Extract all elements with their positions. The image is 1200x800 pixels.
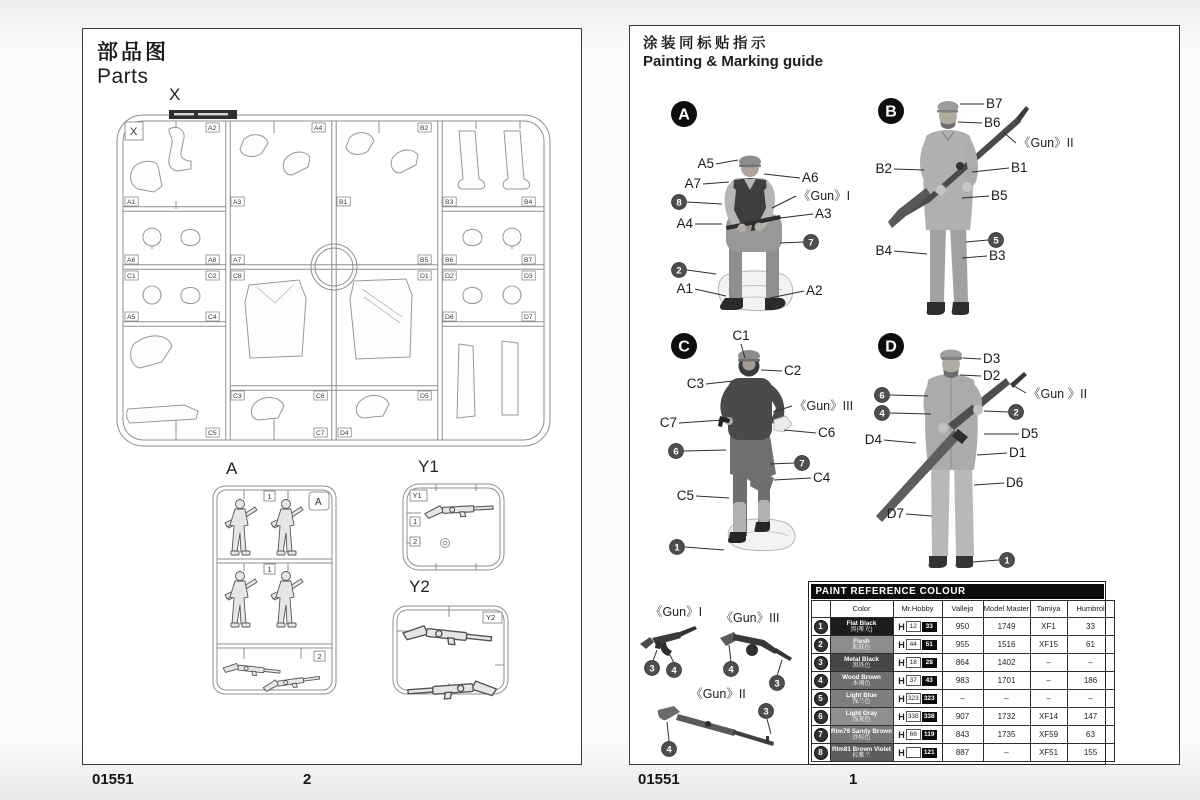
figure-a-photo (718, 156, 793, 311)
sprue-cell-label (443, 197, 456, 206)
sprue-y2-diagram (391, 603, 511, 697)
sprue-x-diagram (114, 109, 554, 453)
figure-d-badge (878, 333, 904, 359)
paint-swatch: Wood Brown 木褐色 (831, 672, 893, 689)
svg-text:B: B (885, 103, 897, 121)
paint-table-row (811, 654, 1114, 672)
svg-text:D7: D7 (886, 506, 904, 521)
guide-title-cn: 涂装同标贴指示 (643, 36, 769, 52)
svg-text:A2: A2 (208, 125, 217, 132)
sprue-y2-heading: Y2 (409, 577, 430, 596)
paint-table-row (811, 618, 1114, 636)
svg-text:《Gun 》II: 《Gun 》II (1028, 387, 1088, 401)
svg-text:A8: A8 (208, 257, 217, 264)
mr-hobby-codes: H 18 28 (894, 657, 942, 668)
parts-title-cn: 部品图 (97, 41, 169, 64)
paint-table-title: PAINT REFERENCE COLOUR (811, 584, 1104, 599)
sprue-y1-heading: Y1 (418, 457, 439, 476)
sprue-a-heading: A (226, 459, 238, 478)
paint-code-cell: 61 (1067, 636, 1114, 654)
svg-text:A4: A4 (676, 216, 693, 231)
svg-text:D4: D4 (340, 430, 349, 437)
sprue-cell-label (522, 312, 535, 321)
sprue-y2-corner-tag (483, 612, 502, 623)
svg-text:B5: B5 (420, 257, 429, 264)
svg-text:B4: B4 (875, 243, 892, 258)
svg-text:C7: C7 (659, 415, 677, 430)
svg-text:1: 1 (267, 492, 272, 501)
paint-table-grid (811, 600, 1115, 762)
svg-text:D3: D3 (524, 273, 533, 280)
svg-text:3: 3 (774, 678, 780, 690)
paint-table-row (811, 708, 1114, 726)
svg-text:1: 1 (1004, 555, 1010, 567)
sprue-cell-label (125, 312, 138, 321)
svg-text:2: 2 (676, 265, 682, 277)
paint-table-column-header: Tamiya (1030, 601, 1067, 618)
paint-code-cell: 887 (942, 744, 983, 762)
sprue-cell-label (418, 123, 431, 132)
svg-text:D7: D7 (524, 314, 533, 321)
paint-table-row (811, 636, 1114, 654)
svg-text:Y1: Y1 (412, 491, 422, 500)
svg-text:4: 4 (728, 664, 734, 676)
sprue-cell-label (418, 391, 431, 400)
sprue-cell-label (231, 391, 244, 400)
svg-text:B2: B2 (875, 161, 892, 176)
mr-hobby-codes: H 37 43 (894, 675, 942, 686)
paint-number-badge: 3 (814, 656, 828, 670)
svg-text:3: 3 (763, 706, 769, 718)
figure-d-photo (876, 350, 1027, 569)
svg-text:A: A (678, 106, 690, 124)
paint-table-column-header: Color (830, 601, 893, 618)
sprue-cell-label (314, 391, 327, 400)
figure-a-badge (671, 101, 697, 127)
right-footer-code: 01551 (638, 771, 680, 788)
left-page (82, 28, 582, 765)
svg-text:C4: C4 (813, 470, 831, 485)
sprue-x-corner-tag (125, 122, 143, 140)
svg-text:4: 4 (879, 408, 885, 420)
svg-text:2: 2 (1013, 407, 1019, 419)
paint-number-badge: 1 (814, 620, 828, 634)
sprue-a-corner-tag (309, 492, 329, 510)
right-footer-page: 1 (849, 771, 858, 788)
svg-text:B5: B5 (991, 188, 1008, 203)
svg-text:A7: A7 (684, 176, 701, 191)
svg-text:D2: D2 (445, 273, 454, 280)
svg-text:A2: A2 (806, 283, 823, 298)
svg-text:D2: D2 (983, 368, 1001, 383)
paint-code-cell: – (1067, 690, 1114, 708)
left-footer-code: 01551 (92, 771, 134, 788)
svg-text:A3: A3 (233, 199, 242, 206)
paint-number-badge: 5 (814, 692, 828, 706)
figure-d-callouts (865, 351, 1087, 568)
svg-text:B2: B2 (420, 125, 429, 132)
svg-text:A5: A5 (697, 156, 714, 171)
svg-text:A7: A7 (233, 257, 242, 264)
paint-code-cell: 1732 (983, 708, 1030, 726)
svg-text:D: D (885, 338, 897, 356)
mr-hobby-codes: H 66 119 (894, 729, 942, 740)
sprue-cell-label (125, 255, 138, 264)
svg-text:《Gun》II: 《Gun》II (1018, 136, 1074, 150)
paint-swatch: Light Gray 浅灰色 (831, 708, 893, 725)
paint-table-row (811, 690, 1114, 708)
svg-text:C5: C5 (676, 488, 694, 503)
sprue-x-heading: X (169, 85, 181, 104)
svg-text:A: A (315, 497, 322, 508)
sprue-y1-diagram (401, 481, 507, 573)
svg-text:C6: C6 (316, 393, 325, 400)
sprue-a-diagram (211, 483, 338, 697)
svg-text:《Gun》III: 《Gun》III (794, 399, 854, 413)
paint-table-column-header: Humbrol (1067, 601, 1114, 618)
sprue-cell-label (125, 271, 138, 280)
paint-table-column-header: Vallejo (942, 601, 983, 618)
paint-code-cell: 907 (942, 708, 983, 726)
paint-table-row (811, 726, 1114, 744)
svg-text:A6: A6 (127, 257, 136, 264)
paint-code-cell: 33 (1067, 618, 1114, 636)
paint-code-cell: – (1030, 690, 1067, 708)
paint-swatch: Flesh 肌肤色 (831, 636, 893, 653)
paint-code-cell: – (942, 690, 983, 708)
sprue-cell-label (443, 312, 456, 321)
sprue-cell-label (206, 271, 219, 280)
paint-swatch: Light Blue 浅兰色 (831, 690, 893, 707)
svg-text:C: C (678, 338, 690, 356)
mr-hobby-codes: H 12 33 (894, 621, 942, 632)
sprue-y1-corner-tag (410, 490, 427, 501)
mr-hobby-codes: H 44 51 (894, 639, 942, 650)
svg-text:《Gun》III: 《Gun》III (720, 611, 780, 625)
paint-code-cell: 186 (1067, 672, 1114, 690)
sprue-cell-label (443, 271, 456, 280)
sprue-cell-label (206, 428, 219, 437)
svg-text:C5: C5 (208, 430, 217, 437)
svg-text:B6: B6 (445, 257, 454, 264)
svg-text:D4: D4 (864, 432, 882, 447)
sprue-cell-label (314, 428, 327, 437)
svg-text:5: 5 (993, 235, 999, 247)
sprue-cell-label (206, 312, 219, 321)
paint-number-badge: 6 (814, 710, 828, 724)
paint-number-badge: 8 (814, 746, 828, 760)
figure-c-badge (671, 333, 697, 359)
sprue-cell-label (125, 197, 138, 206)
figure-b-badge (878, 98, 904, 124)
svg-text:B1: B1 (1011, 160, 1028, 175)
mr-hobby-codes: H 121 (894, 747, 942, 758)
paint-code-cell: 950 (942, 618, 983, 636)
left-footer-page: 2 (303, 771, 312, 788)
svg-text:B3: B3 (445, 199, 454, 206)
svg-text:B1: B1 (339, 199, 348, 206)
sprue-cell-label (206, 255, 219, 264)
paint-reference-table (808, 581, 1106, 765)
svg-text:8: 8 (676, 197, 682, 209)
svg-text:B4: B4 (524, 199, 533, 206)
sprue-cell-label (231, 271, 244, 280)
paint-code-cell: XF51 (1030, 744, 1067, 762)
sprue-cell-label (418, 271, 431, 280)
figure-b-photo (888, 101, 1029, 315)
svg-text:3: 3 (649, 663, 655, 675)
svg-text:D3: D3 (983, 351, 1001, 366)
svg-text:7: 7 (808, 237, 814, 249)
paint-code-cell: 155 (1067, 744, 1114, 762)
svg-text:C8: C8 (233, 273, 242, 280)
gun-1-art (640, 605, 702, 678)
paint-code-cell: – (1030, 654, 1067, 672)
svg-text:C7: C7 (316, 430, 325, 437)
paint-table-row (811, 744, 1114, 762)
svg-text:《Gun》I: 《Gun》I (798, 189, 851, 203)
paint-number-badge: 2 (814, 638, 828, 652)
paint-swatch: Flat Black 黑(哑光) (831, 618, 893, 635)
sprue-cell-label (206, 123, 219, 132)
svg-text:C1: C1 (732, 328, 750, 343)
svg-text:6: 6 (879, 390, 885, 402)
sprue-cell-label (522, 271, 535, 280)
figure-c-photo (718, 350, 795, 551)
svg-text:1: 1 (674, 542, 680, 554)
sprue-cell-label (312, 123, 325, 132)
svg-text:D1: D1 (1009, 445, 1027, 460)
paint-code-cell: XF14 (1030, 708, 1067, 726)
svg-text:C3: C3 (686, 376, 704, 391)
paint-number-badge: 7 (814, 728, 828, 742)
svg-text:A6: A6 (802, 170, 819, 185)
mr-hobby-codes: H 323 323 (894, 693, 942, 704)
paint-code-cell: 147 (1067, 708, 1114, 726)
mr-hobby-codes: H 338 338 (894, 711, 942, 722)
svg-text:D6: D6 (445, 314, 454, 321)
sprue-cell-label (231, 255, 244, 264)
paint-table-column-header: Mr.Hobby (893, 601, 942, 618)
svg-text:B7: B7 (986, 96, 1003, 111)
paint-code-cell: 63 (1067, 726, 1114, 744)
svg-text:A5: A5 (127, 314, 136, 321)
svg-text:6: 6 (673, 446, 679, 458)
paint-code-cell: 983 (942, 672, 983, 690)
paint-swatch: Rlm79 Sandy Brown 沙棕色 (831, 726, 893, 743)
paint-code-cell: – (1030, 672, 1067, 690)
paint-code-cell: XF59 (1030, 726, 1067, 744)
svg-text:X: X (130, 126, 138, 138)
paint-code-cell: 1749 (983, 618, 1030, 636)
right-page (629, 25, 1180, 765)
paint-code-cell: 864 (942, 654, 983, 672)
svg-text:C2: C2 (784, 363, 802, 378)
gun-2-art (658, 687, 774, 757)
svg-text:2: 2 (317, 652, 322, 661)
paint-code-cell: 1516 (983, 636, 1030, 654)
svg-text:C3: C3 (233, 393, 242, 400)
sprue-cell-label (231, 197, 244, 206)
paint-code-cell: 1402 (983, 654, 1030, 672)
svg-text:《Gun》II: 《Gun》II (690, 687, 746, 701)
svg-text:2: 2 (413, 537, 418, 546)
svg-text:A1: A1 (676, 281, 693, 296)
svg-text:A1: A1 (127, 199, 136, 206)
sprue-cell-label (522, 197, 535, 206)
paint-table-column-header (811, 601, 830, 618)
guide-title-en: Painting & Marking guide (643, 53, 824, 70)
svg-text:D1: D1 (420, 273, 429, 280)
sprue-cell-label (337, 197, 350, 206)
sprue-cell-label (443, 255, 456, 264)
sprue-cell-label (338, 428, 351, 437)
svg-text:C4: C4 (208, 314, 217, 321)
svg-text:C6: C6 (818, 425, 836, 440)
paint-code-cell: 955 (942, 636, 983, 654)
sprue-cell-label (418, 255, 431, 264)
paint-code-cell: XF15 (1030, 636, 1067, 654)
paint-table-row (811, 672, 1114, 690)
svg-text:1: 1 (413, 517, 418, 526)
paint-code-cell: – (983, 744, 1030, 762)
paint-code-cell: 1701 (983, 672, 1030, 690)
paint-table-column-header: Model Master (983, 601, 1030, 618)
paint-swatch: Rlm81 Brown Violet 棕紫兰 (831, 744, 893, 761)
svg-text:Y2: Y2 (486, 613, 496, 622)
svg-text:C2: C2 (208, 273, 217, 280)
svg-text:D5: D5 (1021, 426, 1039, 441)
gun-3-art (720, 611, 792, 691)
svg-text:B3: B3 (989, 248, 1006, 263)
paint-code-cell: 843 (942, 726, 983, 744)
svg-text:D6: D6 (1006, 475, 1024, 490)
parts-title-en: Parts (97, 65, 149, 88)
paint-code-cell: – (983, 690, 1030, 708)
paint-code-cell: 1735 (983, 726, 1030, 744)
svg-text:C1: C1 (127, 273, 136, 280)
svg-text:A4: A4 (314, 125, 323, 132)
svg-text:D5: D5 (420, 393, 429, 400)
svg-text:7: 7 (799, 458, 805, 470)
svg-text:B6: B6 (984, 115, 1001, 130)
paint-swatch: Metal Black 黑铁色 (831, 654, 893, 671)
paint-code-cell: – (1067, 654, 1114, 672)
paint-number-badge: 4 (814, 674, 828, 688)
paint-code-cell: XF1 (1030, 618, 1067, 636)
svg-text:A3: A3 (815, 206, 832, 221)
svg-text:4: 4 (666, 744, 672, 756)
svg-text:4: 4 (671, 665, 677, 677)
svg-text:《Gun》I: 《Gun》I (649, 605, 703, 619)
svg-text:B7: B7 (524, 257, 533, 264)
svg-text:1: 1 (267, 565, 272, 574)
sprue-cell-label (522, 255, 535, 264)
